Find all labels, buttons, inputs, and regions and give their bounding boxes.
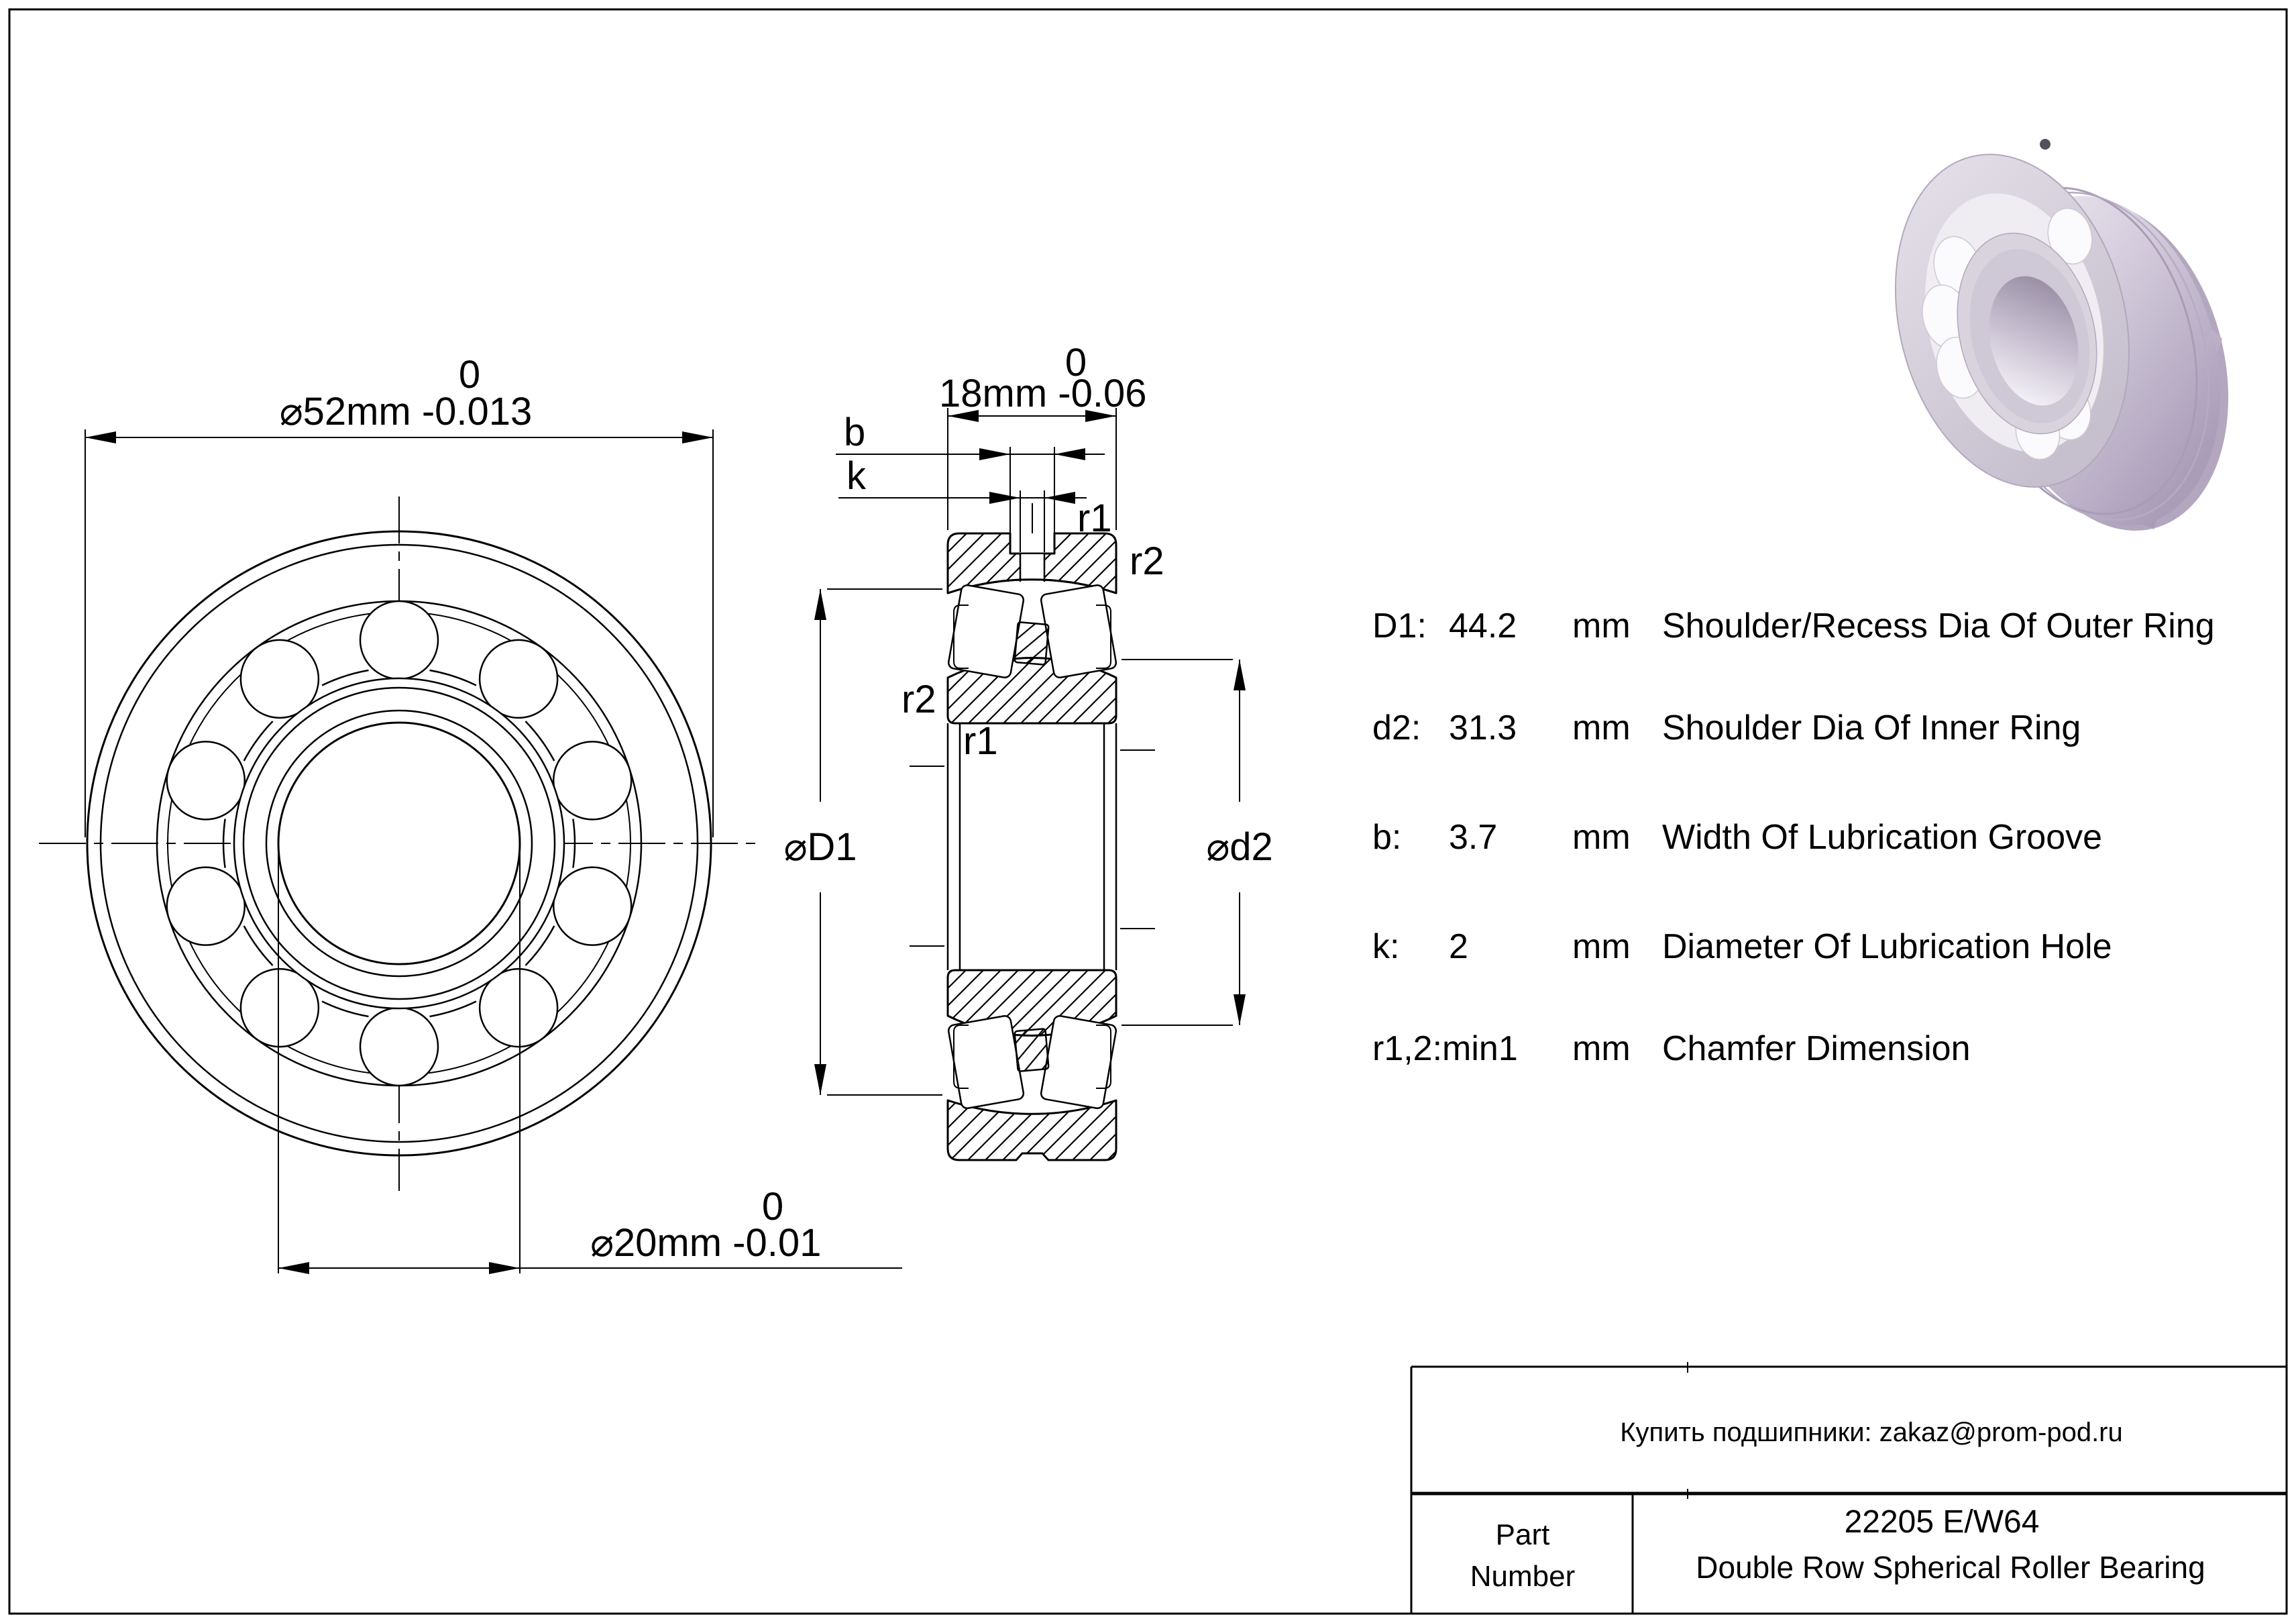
row-unit: mm [1572, 927, 1631, 966]
hole-label: k [846, 454, 866, 498]
bore-tolerance-upper: 0 [761, 1185, 784, 1228]
roller [553, 741, 631, 819]
width-tolerance-upper: 0 [1064, 341, 1087, 384]
bore-dimension-text: ⌀20mm -0.01 [590, 1221, 822, 1265]
inner-raceway-circle [234, 678, 564, 1008]
row-description: Chamfer Dimension [1662, 1029, 1971, 1068]
od-tolerance-upper: 0 [458, 353, 481, 397]
part-label-line1: Part [1495, 1518, 1550, 1551]
r2-top-label: r2 [1130, 539, 1164, 583]
table-row [1372, 1029, 1971, 1068]
table-row [1372, 709, 2081, 747]
d1-label: ⌀D1 [783, 825, 857, 869]
roller [167, 741, 245, 819]
r1-top-label: r1 [1077, 496, 1112, 540]
table-row [1372, 607, 2215, 645]
row-unit: mm [1572, 1029, 1631, 1068]
row-unit: mm [1572, 818, 1631, 857]
groove-label: b [844, 411, 866, 454]
guide-ring-top-section [1014, 622, 1048, 665]
row-value: 44.2 [1449, 607, 1517, 645]
row-description: Shoulder Dia Of Inner Ring [1662, 709, 2081, 747]
row-unit: mm [1572, 607, 1631, 645]
guide-ring-bottom-section [1014, 1029, 1048, 1071]
contact-text: Купить подшипники: zakaz@prom-pod.ru [1620, 1418, 2123, 1447]
roller-section [948, 1015, 1024, 1109]
roller-section [1040, 1015, 1117, 1109]
row-unit: mm [1572, 709, 1631, 747]
lubrication-hole-dot [2040, 139, 2051, 150]
d2-label: ⌀d2 [1206, 825, 1273, 869]
row-symbol: b: [1372, 818, 1402, 857]
row-value: 2 [1449, 927, 1468, 966]
table-row [1372, 818, 2102, 857]
width-dimension-text: 18mm -0.06 [939, 372, 1147, 415]
row-description: Shoulder/Recess Dia Of Outer Ring [1662, 607, 2215, 645]
row-symbol: r1,2:min1 [1372, 1029, 1518, 1068]
roller [360, 1008, 438, 1086]
r1-inner-label: r1 [963, 719, 998, 763]
roller-section [1040, 584, 1117, 678]
row-symbol: d2: [1372, 709, 1421, 747]
row-value: 3.7 [1449, 818, 1498, 857]
row-symbol: D1: [1372, 607, 1427, 645]
row-symbol: k: [1372, 927, 1400, 966]
od-dimension-text: ⌀52mm -0.013 [279, 390, 533, 433]
roller-section [948, 584, 1024, 678]
roller [553, 868, 631, 945]
row-description: Width Of Lubrication Groove [1662, 818, 2103, 857]
roller [360, 601, 438, 679]
part-description: Double Row Spherical Roller Bearing [1696, 1550, 2205, 1585]
row-value: 31.3 [1449, 709, 1517, 747]
r2-left-label: r2 [901, 678, 936, 721]
row-description: Diameter Of Lubrication Hole [1662, 927, 2112, 966]
roller [167, 868, 245, 945]
lubrication-hole-void [1021, 554, 1044, 580]
part-label-line2: Number [1470, 1560, 1576, 1593]
part-number: 22205 E/W64 [1844, 1504, 2040, 1540]
